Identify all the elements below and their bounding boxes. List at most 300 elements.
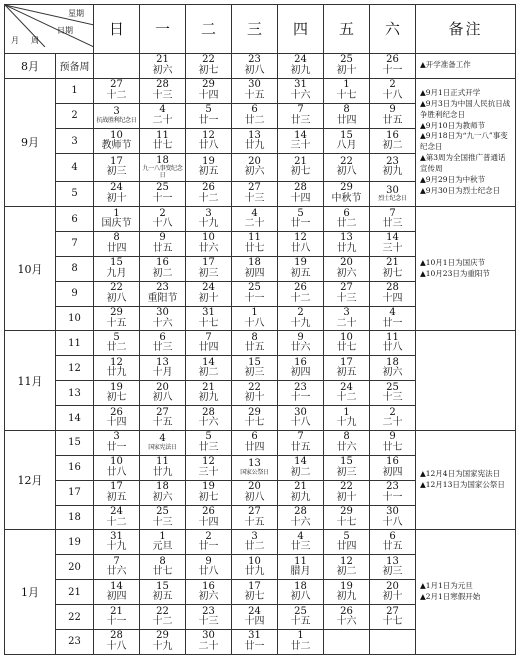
- lunar-date: 初十: [198, 292, 219, 304]
- day-cell: [140, 505, 186, 530]
- day-cell: [186, 103, 232, 128]
- lunar-date: 廿四: [244, 441, 265, 453]
- day-cell: [324, 356, 370, 381]
- day-cell: [324, 555, 370, 580]
- lunar-date: 十四: [198, 516, 219, 528]
- lunar-date: 十九: [336, 417, 357, 429]
- remark-item: ▲9月3日为中国人民抗日战争胜利纪念日: [420, 98, 511, 119]
- solar-date: 15: [340, 456, 353, 468]
- day-cell: [140, 78, 186, 103]
- lunar-date: 廿九: [152, 466, 173, 478]
- day-cell: [278, 306, 324, 331]
- lunar-date: 廿六: [290, 342, 311, 354]
- solar-date: 7: [205, 331, 212, 343]
- solar-date: 7: [297, 431, 304, 443]
- lunar-date: 十一: [382, 491, 403, 503]
- day-cell: [94, 231, 140, 256]
- lunar-date: 十三: [152, 516, 173, 528]
- day-cell: [370, 406, 416, 431]
- solar-date: 13: [248, 458, 261, 470]
- header-row: [5, 5, 516, 54]
- week-number: 预备周: [56, 53, 94, 78]
- day-cell: [186, 505, 232, 530]
- solar-date: 10: [202, 232, 215, 244]
- lunar-date: 初九: [290, 491, 311, 503]
- solar-date: 8: [343, 431, 350, 443]
- solar-date: 2: [297, 307, 304, 319]
- lunar-date: 廿三: [152, 342, 173, 354]
- day-cell: [278, 181, 324, 206]
- solar-date: 26: [202, 506, 215, 518]
- lunar-date: 廿五: [152, 242, 173, 254]
- lunar-date: 廿八: [106, 466, 127, 478]
- solar-date: 27: [110, 79, 123, 91]
- solar-date: 21: [294, 155, 307, 167]
- solar-date: 27: [248, 506, 261, 518]
- day-cell: [278, 53, 324, 78]
- lunar-date: 十一: [290, 392, 311, 404]
- solar-date: 16: [386, 456, 399, 468]
- solar-date: 26: [340, 605, 353, 617]
- day-cell: [186, 580, 232, 605]
- remark-item: ▲10月23日为重阳节: [420, 268, 490, 278]
- solar-date: 20: [248, 481, 261, 493]
- solar-date: 11: [156, 129, 169, 141]
- week-number: 3: [56, 128, 94, 153]
- lunar-date: 十六: [290, 89, 311, 101]
- lunar-date: 初五: [106, 491, 127, 503]
- solar-date: 21: [110, 605, 123, 617]
- solar-date: 5: [343, 530, 350, 542]
- remark-item: ▲第3周为全国推广普通话宣传周: [420, 153, 506, 174]
- day-cell: [94, 430, 140, 455]
- lunar-date: 廿七: [152, 566, 173, 578]
- remark-item: ▲9月29日为中秋节: [420, 174, 486, 184]
- solar-date: 31: [202, 307, 215, 319]
- solar-date: 14: [386, 232, 399, 244]
- remark-item: ▲10月1日为国庆节: [420, 257, 486, 267]
- solar-date: 17: [202, 257, 215, 269]
- solar-date: 1: [251, 307, 258, 319]
- lunar-date: 廿二: [106, 342, 127, 354]
- lunar-date: 初十: [382, 591, 403, 603]
- lunar-date: 廿六: [336, 441, 357, 453]
- lunar-date: 国家宪法日: [148, 443, 177, 451]
- lunar-date: 廿一: [106, 441, 127, 453]
- solar-date: 5: [205, 431, 212, 443]
- week-number: 1: [56, 78, 94, 103]
- solar-date: 29: [248, 406, 261, 418]
- day-cell: [140, 103, 186, 128]
- remark-item: ▲2月1日寒假开始: [420, 592, 481, 602]
- solar-date: 29: [156, 630, 169, 642]
- day-cell: [140, 306, 186, 331]
- lunar-date: 十八: [382, 89, 403, 101]
- day-cell: [232, 356, 278, 381]
- solar-date: 12: [110, 356, 123, 368]
- lunar-date: 初三: [198, 267, 219, 279]
- day-cell: [370, 281, 416, 306]
- solar-date: 10: [110, 456, 123, 468]
- day-cell: [278, 356, 324, 381]
- solar-date: 11: [294, 555, 307, 567]
- week-number: 10: [56, 306, 94, 331]
- lunar-date: 十八: [382, 516, 403, 528]
- day-cell: [186, 530, 232, 555]
- week-number: 21: [56, 580, 94, 605]
- day-cell: [94, 580, 140, 605]
- solar-date: 5: [205, 104, 212, 116]
- solar-date: 6: [159, 331, 166, 343]
- solar-date: 17: [248, 580, 261, 592]
- solar-date: 22: [110, 282, 123, 294]
- lunar-date: 十二: [106, 516, 127, 528]
- day-cell: [94, 207, 140, 232]
- solar-date: 4: [297, 530, 304, 542]
- day-cell: [232, 154, 278, 182]
- day-cell: [232, 128, 278, 153]
- solar-date: 29: [110, 307, 123, 319]
- day-cell: [186, 78, 232, 103]
- remark-item: ▲开学准备工作: [420, 60, 471, 70]
- week-number: 11: [56, 331, 94, 356]
- day-cell: [370, 505, 416, 530]
- day-cell: [278, 530, 324, 555]
- day-cell: [324, 207, 370, 232]
- lunar-date: 初四: [290, 367, 311, 379]
- lunar-date: 十七: [244, 417, 265, 429]
- solar-date: 26: [110, 406, 123, 418]
- remark-item: ▲1月1日为元旦: [420, 581, 473, 591]
- solar-date: 16: [386, 129, 399, 141]
- week-number: 4: [56, 154, 94, 182]
- solar-date: 4: [159, 433, 166, 445]
- solar-date: 29: [340, 182, 353, 194]
- week-number: 16: [56, 455, 94, 480]
- day-cell: [324, 381, 370, 406]
- lunar-date: 十四: [198, 89, 219, 101]
- lunar-date: 十六: [336, 616, 357, 628]
- day-cell: [324, 231, 370, 256]
- day-cell: [324, 281, 370, 306]
- solar-date: 30: [156, 307, 169, 319]
- day-cell: [186, 256, 232, 281]
- day-cell: [232, 207, 278, 232]
- lunar-date: 十八: [106, 640, 127, 652]
- solar-date: 20: [156, 381, 169, 393]
- lunar-date: 三十: [290, 140, 311, 152]
- solar-date: 28: [110, 630, 123, 642]
- lunar-date: 初四: [106, 591, 127, 603]
- solar-date: 6: [251, 104, 258, 116]
- day-cell: [232, 430, 278, 455]
- day-cell: [94, 78, 140, 103]
- day-cell: [324, 154, 370, 182]
- lunar-date: 十一: [244, 292, 265, 304]
- day-cell: [324, 181, 370, 206]
- solar-date: 26: [386, 54, 399, 66]
- solar-date: 17: [340, 356, 353, 368]
- lunar-date: 廿九: [336, 242, 357, 254]
- remark-item: ▲9月10日为教师节: [420, 120, 486, 130]
- day-cell: [186, 331, 232, 356]
- day-cell: [278, 580, 324, 605]
- lunar-date: 初十: [336, 64, 357, 76]
- day-cell: [186, 406, 232, 431]
- solar-date: 12: [202, 129, 215, 141]
- day-cell: [278, 256, 324, 281]
- lunar-date: 十月: [152, 367, 173, 379]
- day-cell: [370, 306, 416, 331]
- lunar-date: 重阳节: [147, 292, 178, 304]
- weekday-wed: 三: [232, 5, 278, 54]
- solar-date: 28: [294, 506, 307, 518]
- day-cell: [94, 381, 140, 406]
- day-cell: [186, 281, 232, 306]
- lunar-date: 十九: [198, 218, 219, 230]
- day-cell: [94, 181, 140, 206]
- solar-date: 7: [113, 555, 120, 567]
- day-cell: [186, 480, 232, 505]
- day-cell: [186, 555, 232, 580]
- solar-date: 19: [110, 381, 123, 393]
- lunar-date: 初四: [382, 466, 403, 478]
- solar-date: 14: [294, 456, 307, 468]
- week-row: [5, 430, 516, 455]
- day-cell: [232, 455, 278, 480]
- solar-date: 14: [294, 129, 307, 141]
- day-cell: [186, 306, 232, 331]
- solar-date: 8: [251, 331, 258, 343]
- day-cell: [278, 78, 324, 103]
- day-cell: [140, 406, 186, 431]
- day-cell: [370, 356, 416, 381]
- solar-date: 26: [294, 282, 307, 294]
- day-cell: [232, 103, 278, 128]
- lunar-date: 廿二: [336, 218, 357, 230]
- day-cell: [140, 580, 186, 605]
- solar-date: 12: [340, 555, 353, 567]
- solar-date: 15: [110, 257, 123, 269]
- day-cell: [94, 128, 140, 153]
- day-cell: [278, 128, 324, 153]
- day-cell: [140, 356, 186, 381]
- solar-date: 27: [340, 282, 353, 294]
- day-cell: [232, 605, 278, 630]
- day-cell: [140, 181, 186, 206]
- day-cell: [186, 207, 232, 232]
- day-cell: [278, 103, 324, 128]
- day-cell: [94, 629, 140, 654]
- solar-date: 24: [110, 182, 123, 194]
- lunar-date: 廿一: [198, 114, 219, 126]
- lunar-date: 初二: [290, 466, 311, 478]
- day-cell: [140, 530, 186, 555]
- week-number: 12: [56, 356, 94, 381]
- solar-date: 30: [386, 506, 399, 518]
- solar-date: 7: [297, 104, 304, 116]
- lunar-date: 国庆节: [101, 218, 132, 230]
- month-label: 9月: [5, 78, 56, 207]
- lunar-date: 初八: [106, 292, 127, 304]
- week-number: 19: [56, 530, 94, 555]
- day-cell: [232, 480, 278, 505]
- day-cell: [370, 207, 416, 232]
- solar-date: 11: [156, 456, 169, 468]
- lunar-date: 八月: [336, 140, 357, 152]
- day-cell: [140, 281, 186, 306]
- solar-date: 23: [294, 381, 307, 393]
- day-cell: [370, 605, 416, 630]
- lunar-date: 初八: [152, 392, 173, 404]
- week-number: 22: [56, 605, 94, 630]
- week-number: 23: [56, 629, 94, 654]
- week-number: 13: [56, 381, 94, 406]
- solar-date: 24: [202, 282, 215, 294]
- solar-date: 19: [294, 257, 307, 269]
- day-cell: [140, 430, 186, 455]
- lunar-date: 初九: [198, 392, 219, 404]
- day-cell: [94, 530, 140, 555]
- solar-date: 19: [202, 481, 215, 493]
- day-cell: [186, 381, 232, 406]
- solar-date: 23: [202, 605, 215, 617]
- lunar-date: 初九: [336, 591, 357, 603]
- lunar-date: 廿一: [198, 541, 219, 553]
- day-cell: [94, 505, 140, 530]
- week-row: [5, 207, 516, 232]
- solar-date: 1: [113, 207, 120, 219]
- day-cell: [140, 331, 186, 356]
- lunar-date: 十五: [152, 417, 173, 429]
- solar-date: 24: [110, 506, 123, 518]
- week-number: 20: [56, 555, 94, 580]
- solar-date: 26: [202, 182, 215, 194]
- day-cell: [232, 256, 278, 281]
- solar-date: 24: [340, 381, 353, 393]
- day-cell: [370, 128, 416, 153]
- lunar-date: 二十: [382, 417, 403, 429]
- lunar-date: 十七: [198, 317, 219, 329]
- day-cell: [186, 430, 232, 455]
- lunar-date: 初六: [152, 491, 173, 503]
- lunar-date: 抗战胜利纪念日: [96, 116, 137, 124]
- solar-date: 1: [297, 630, 304, 642]
- lunar-date: 廿一: [290, 218, 311, 230]
- lunar-date: 廿九: [106, 367, 127, 379]
- weekday-fri: 五: [324, 5, 370, 54]
- lunar-date: 初七: [244, 591, 265, 603]
- day-cell: [278, 605, 324, 630]
- lunar-date: 十二: [336, 392, 357, 404]
- lunar-date: 十二: [152, 616, 173, 628]
- lunar-date: 廿一: [244, 640, 265, 652]
- solar-date: 21: [202, 381, 215, 393]
- lunar-date: 十三: [244, 192, 265, 204]
- lunar-date: 初七: [106, 392, 127, 404]
- lunar-date: 十六: [290, 516, 311, 528]
- lunar-date: 初十: [244, 392, 265, 404]
- lunar-date: 廿七: [336, 342, 357, 354]
- solar-date: 25: [294, 605, 307, 617]
- remark-item: ▲9月1日正式开学: [420, 87, 481, 97]
- solar-date: 27: [156, 406, 169, 418]
- day-cell: [278, 555, 324, 580]
- lunar-date: 初五: [152, 591, 173, 603]
- solar-date: 18: [156, 154, 169, 166]
- solar-date: 20: [248, 155, 261, 167]
- solar-date: 1: [343, 406, 350, 418]
- lunar-date: 十七: [336, 89, 357, 101]
- lunar-date: 初三: [244, 367, 265, 379]
- lunar-date: 烈士纪念日: [378, 195, 407, 203]
- lunar-date: 十八: [290, 417, 311, 429]
- day-cell: [278, 154, 324, 182]
- day-cell: [232, 281, 278, 306]
- day-cell: [186, 181, 232, 206]
- solar-date: 8: [159, 555, 166, 567]
- solar-date: 22: [248, 381, 261, 393]
- week-row: [5, 530, 516, 555]
- solar-date: 18: [156, 481, 169, 493]
- solar-date: 5: [297, 207, 304, 219]
- remarks-cell: [416, 78, 516, 207]
- solar-date: 19: [202, 155, 215, 167]
- solar-date: 15: [248, 356, 261, 368]
- lunar-date: 十二: [198, 192, 219, 204]
- solar-date: 4: [389, 307, 396, 319]
- lunar-date: 初七: [198, 64, 219, 76]
- lunar-date: 十三: [198, 616, 219, 628]
- lunar-date: 十四: [106, 417, 127, 429]
- lunar-date: 初九: [290, 64, 311, 76]
- lunar-date: 廿五: [382, 114, 403, 126]
- solar-date: 9: [389, 104, 396, 116]
- corner-date-label: 日期: [57, 26, 73, 35]
- solar-date: 3: [251, 530, 258, 542]
- solar-date: 10: [110, 129, 123, 141]
- lunar-date: 十四: [382, 292, 403, 304]
- solar-date: 10: [248, 555, 261, 567]
- day-cell: [278, 207, 324, 232]
- solar-date: 28: [156, 79, 169, 91]
- lunar-date: 初七: [198, 491, 219, 503]
- solar-date: 18: [294, 580, 307, 592]
- day-cell: [370, 53, 416, 78]
- day-cell: [232, 505, 278, 530]
- day-cell: [232, 53, 278, 78]
- lunar-date: 九一八事变纪念日: [142, 165, 183, 179]
- lunar-date: 廿三: [198, 441, 219, 453]
- lunar-date: 初十: [106, 192, 127, 204]
- solar-date: 2: [389, 79, 396, 91]
- day-cell: [370, 256, 416, 281]
- lunar-date: 廿二: [244, 541, 265, 553]
- solar-date: 10: [340, 331, 353, 343]
- solar-date: 29: [340, 506, 353, 518]
- day-cell: [232, 555, 278, 580]
- lunar-date: 十六: [198, 417, 219, 429]
- day-cell: [324, 605, 370, 630]
- lunar-date: 十六: [152, 317, 173, 329]
- corner-month-label: 月: [11, 36, 19, 45]
- day-cell: [370, 231, 416, 256]
- solar-date: 18: [248, 257, 261, 269]
- solar-date: 30: [386, 184, 399, 196]
- day-cell: [370, 530, 416, 555]
- solar-date: 28: [386, 282, 399, 294]
- solar-date: 25: [248, 282, 261, 294]
